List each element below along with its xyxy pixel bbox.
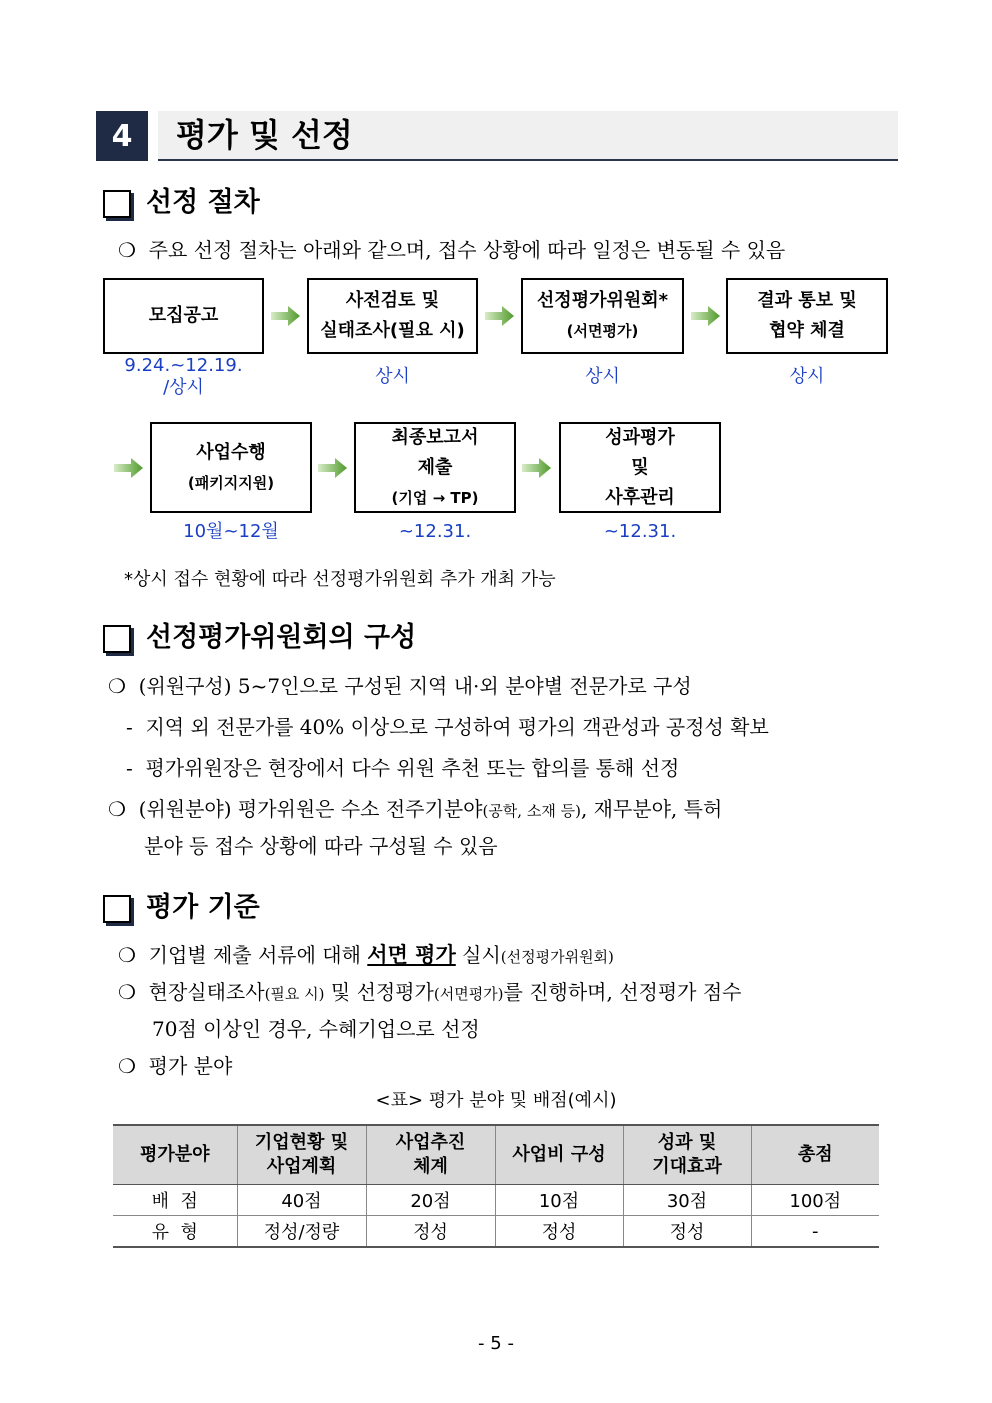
committee-item-text: (위원구성) 5~7인으로 구성된 지역 내·외 분야별 전문가로 구성 [138, 674, 692, 698]
checkbox-square-icon [103, 190, 131, 218]
committee-field-text: (위원분야) 평가위원은 수소 전주기분야 [138, 797, 483, 821]
criteria-item-text: 현장실태조사 [148, 980, 265, 1004]
flow-step-1 [103, 278, 264, 354]
flow-step-1-date [103, 355, 264, 399]
criteria-item-text: 평가 분야 [148, 1054, 233, 1078]
arrow-right-icon [114, 457, 144, 479]
table-row [113, 1185, 879, 1216]
criteria-item-note: (서면평가) [433, 985, 504, 1003]
flow-step-2 [307, 278, 478, 354]
circle-bullet-icon: ❍ [118, 980, 136, 1004]
committee-field [108, 795, 722, 825]
flow-step-label: 제출 [417, 456, 453, 478]
criteria-item-1 [118, 941, 614, 971]
committee-item-text: 지역 외 전문가를 40% 이상으로 구성하여 평가의 객관성과 공정성 확보 [145, 715, 769, 739]
criteria-item-text: 및 선정평가 [324, 980, 434, 1004]
flow-step-label: 실태조사(필요 시) [320, 320, 465, 341]
criteria-item-2-line2: 70점 이상인 경우, 수혜기업으로 선정 [152, 1017, 480, 1041]
flow-step-3 [521, 278, 684, 354]
procedure-intro [118, 236, 785, 264]
table-cell: 정성/정량 [237, 1216, 366, 1248]
arrow-right-icon [522, 457, 552, 479]
flow-step-4-date: 상시 [789, 366, 825, 387]
flow-step-label: 협약 체결 [769, 320, 845, 341]
criteria-emphasis: 서면 평가 [367, 942, 456, 967]
criteria-heading: 평가 기준 [146, 892, 260, 923]
table-row [113, 1216, 879, 1248]
procedure-footnote: *상시 접수 현황에 따라 선정평가위원회 추가 개최 가능 [124, 569, 556, 590]
table-header: 총점 [751, 1125, 879, 1185]
page-number: - 5 - [478, 1333, 514, 1354]
flow-step-6 [354, 422, 516, 513]
flow-step-label: 사전검토 및 [345, 290, 440, 311]
date-label: 9.24.~12.19. [124, 355, 243, 376]
committee-field-line2: 분야 등 접수 상황에 따라 구성될 수 있음 [144, 834, 498, 858]
date-label: /상시 [163, 377, 204, 398]
flow-step-5-date: 10월~12월 [183, 521, 279, 542]
procedure-intro-text: 주요 선정 절차는 아래와 같으며, 접수 상황에 따라 일정은 변동될 수 있음 [148, 238, 786, 262]
flow-step-6-date: ~12.31. [398, 521, 472, 542]
table-header: 평가분야 [113, 1125, 237, 1185]
procedure-heading: 선정 절차 [146, 187, 260, 218]
criteria-item-3 [118, 1052, 232, 1080]
arrow-right-icon [271, 305, 301, 327]
section-title: 평가 및 선정 [176, 116, 353, 154]
flow-step-2-date: 상시 [375, 366, 410, 387]
flow-step-label: (서면평가) [566, 322, 639, 340]
criteria-item-text: 기업별 제출 서류에 대해 [148, 943, 368, 967]
flow-step-label: 사업수행 [196, 441, 266, 463]
checkbox-square-icon [103, 625, 131, 653]
circle-bullet-icon: ❍ [108, 797, 126, 821]
table-cell: 정성 [623, 1216, 751, 1248]
criteria-item-text: 를 진행하며, 선정평가 점수 [503, 980, 742, 1004]
criteria-item-text: 실시 [455, 943, 501, 967]
circle-bullet-icon: ❍ [118, 943, 136, 967]
flow-step-label: 성과평가 [605, 426, 675, 448]
table-cell: 정성 [495, 1216, 623, 1248]
table-cell: 배 점 [113, 1185, 237, 1216]
criteria-item-note: (선정평가위원회) [500, 948, 614, 966]
flow-step-label: 모집공고 [148, 305, 219, 326]
flow-step-7 [559, 422, 721, 513]
criteria-item-2 [118, 978, 741, 1008]
flow-step-label: 최종보고서 [391, 426, 479, 448]
flow-step-4 [726, 278, 888, 354]
table-cell: - [751, 1216, 879, 1248]
flow-step-label: 사후관리 [605, 486, 675, 508]
table-cell: 유 형 [113, 1216, 237, 1248]
table-cell: 10점 [495, 1185, 623, 1216]
flow-step-label: (기업 → TP) [391, 488, 479, 507]
table-caption: <표> 평가 분야 및 배점(예시) [375, 1090, 617, 1111]
section-number-text: 4 [111, 118, 133, 154]
circle-bullet-icon: ❍ [118, 1054, 136, 1078]
committee-item-3 [126, 754, 679, 782]
table-header: 사업추진 체계 [366, 1125, 495, 1185]
table-cell: 100점 [751, 1185, 879, 1216]
table-cell: 40점 [237, 1185, 366, 1216]
arrow-right-icon [318, 457, 348, 479]
committee-field-note: (공학, 소재 등) [482, 802, 581, 820]
table-header: 기업현황 및 사업계획 [237, 1125, 366, 1185]
table-header: 사업비 구성 [495, 1125, 623, 1185]
committee-item-text: 평가위원장은 현장에서 다수 위원 추천 또는 합의를 통해 선정 [145, 756, 680, 780]
table-cell: 정성 [366, 1216, 495, 1248]
arrow-right-icon [485, 305, 515, 327]
dash-bullet: - [126, 756, 133, 780]
committee-field-text: , 재무분야, 특허 [580, 797, 723, 821]
flow-step-label: (패키지지원) [187, 473, 275, 492]
flow-step-label: 선정평가위원회* [536, 290, 669, 311]
checkbox-square-icon [103, 895, 131, 923]
table-cell: 20점 [366, 1185, 495, 1216]
flow-step-3-date: 상시 [585, 366, 620, 387]
table-cell: 30점 [623, 1185, 751, 1216]
criteria-item-note: (필요 시) [264, 985, 325, 1003]
circle-bullet-icon: ❍ [108, 674, 126, 698]
dash-bullet: - [126, 715, 133, 739]
table-header: 성과 및 기대효과 [623, 1125, 751, 1185]
committee-item-2 [126, 713, 769, 741]
table-header-row [113, 1125, 879, 1185]
flow-step-7-date: ~12.31. [603, 521, 677, 542]
circle-bullet-icon: ❍ [118, 238, 136, 262]
committee-heading: 선정평가위원회의 구성 [146, 622, 417, 653]
committee-item-1 [108, 672, 692, 700]
arrow-right-icon [691, 305, 721, 327]
score-table [113, 1124, 879, 1248]
flow-step-5 [150, 422, 312, 513]
flow-step-label: 및 [631, 456, 649, 478]
section-number [96, 111, 148, 161]
flow-step-label: 결과 통보 및 [757, 290, 857, 311]
